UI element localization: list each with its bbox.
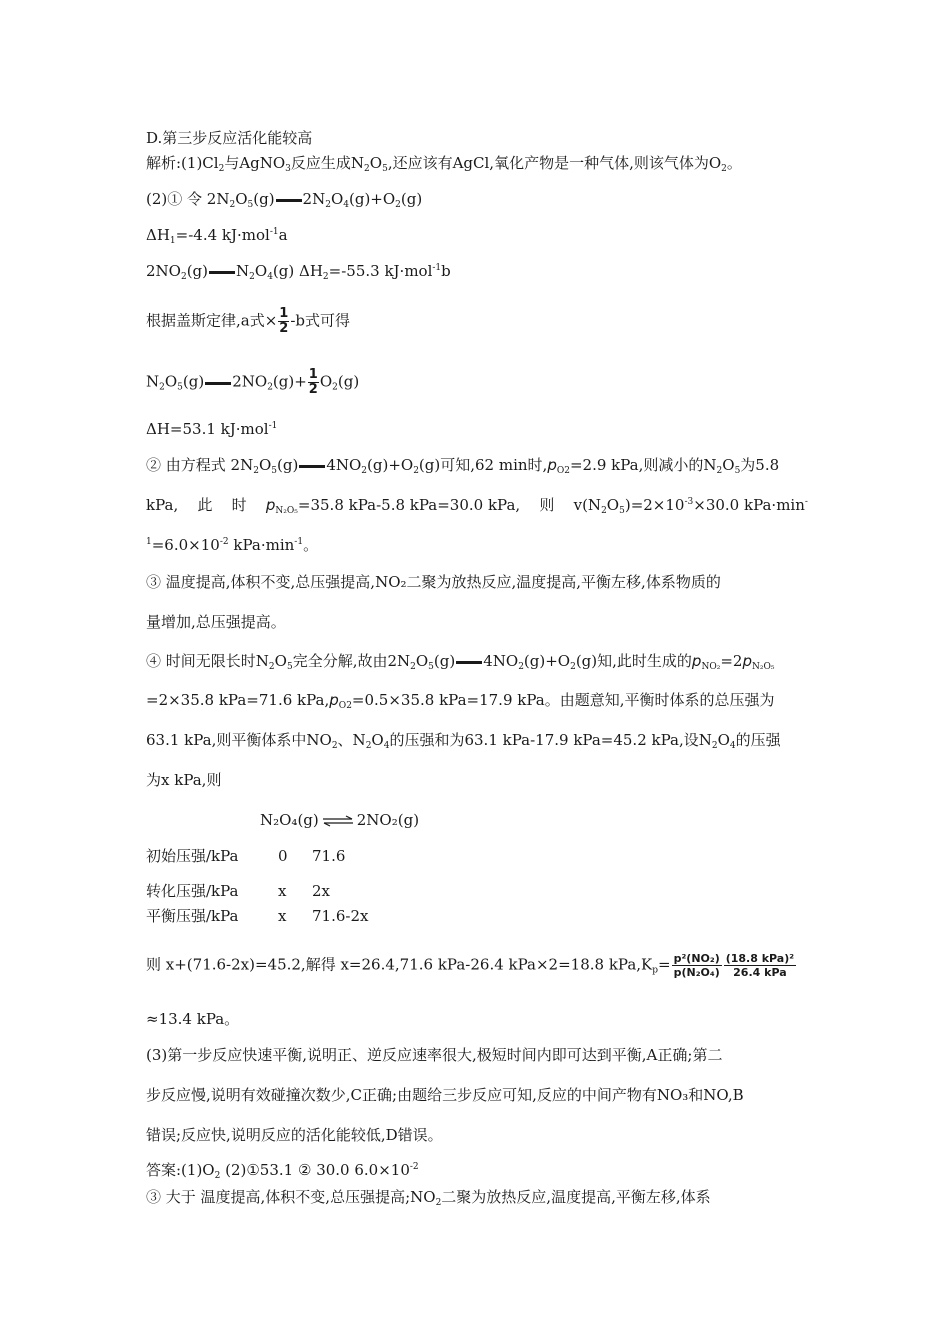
table-cell: 0 bbox=[278, 847, 288, 865]
part-2-line-1: ② 由方程式 $2N_2O_5(g)$ $4NO_2(g)+O_2(g)$可知,62 min时$,p_{O2}=2.9$ kPa,则减小的$N_2O_5$为5.8 bbox=[146, 456, 780, 476]
part-3-line-1: ③ 温度提高,体积不变,总压强提高,NO₂二聚为放热反应,温度提高,平衡左移,体系物质的 bbox=[146, 573, 721, 591]
part-2-line-2: kPa, 此 时 $p_{N_2O_5}=35.8$ kPa-5.8 kPa=30.0 kPa, 则 $v(N_2O_5)=2\times 10^{-3}\times 30.0$ kPa·min- bbox=[146, 496, 808, 516]
kp-result: ≈13.4 kPa。 bbox=[146, 1010, 240, 1028]
enthalpy-1: $\Delta H_1=-4.4$ kJ·mol$^{-1}$a bbox=[146, 226, 288, 246]
equilibrium-arrow-icon bbox=[322, 815, 354, 827]
table-row-label: 转化压强/kPa bbox=[146, 882, 239, 900]
answer-line-2: ③ 大于 温度提高,体积不变,总压强提高$;NO_2$二聚为放热反应,温度提高,平衡左移,体系 bbox=[146, 1188, 711, 1208]
equals-bar-icon bbox=[276, 199, 302, 202]
reaction-a: (2)① 令 $2N_2O_5(g)$ $2N_2O_4(g)+O_2(g)$ bbox=[146, 190, 423, 210]
part-4-line-4: 为x kPa,则 bbox=[146, 771, 222, 789]
part-3b-line-2: 步反应慢,说明有效碰撞次数少,C正确;由题给三步反应可知,反应的中间产物有NO₃和NO,B bbox=[146, 1086, 744, 1104]
part-3b-line-1: (3)第一步反应快速平衡,说明正、逆反应速率很大,极短时间内即可达到平衡,A正确;第二 bbox=[146, 1046, 723, 1064]
part-4-line-2: =2×35.8 kPa=71.6 $kPa,p_{O2}=0.5\times 35.8$ kPa=17.9 kPa。由题意知,平衡时体系的总压强为 bbox=[146, 691, 775, 711]
kp-fraction-left: $\frac{\text{p²(NO₂)}}{\text{p(N₂O₄)}}$ bbox=[673, 952, 720, 979]
table-row-label: 初始压强/kPa bbox=[146, 847, 239, 865]
table-cell: x bbox=[278, 907, 287, 925]
table-cell: 71.6 bbox=[312, 847, 346, 865]
half-fraction: $\frac{1}{2}$ bbox=[308, 367, 318, 397]
part-3-line-2: 量增加,总压强提高。 bbox=[146, 613, 286, 631]
equals-bar-icon bbox=[205, 382, 231, 385]
table-cell: 71.6-2x bbox=[312, 907, 369, 925]
reaction-combined: $N_2O_5(g)$ $2NO_2(g)+$ $\frac{1}{2}$ $O_2(g)$ bbox=[146, 367, 360, 397]
equilibrium-equation: N₂O₄(g) 2NO₂(g) bbox=[260, 811, 420, 829]
kp-fraction-right: $\frac{\text{(18.8 kPa)²}}{\text{26.4 kPa}}$ bbox=[725, 952, 795, 979]
part-3b-line-3: 错误;反应快,说明反应的活化能较低,D错误。 bbox=[146, 1126, 443, 1144]
part-4-line-1: ④ 时间无限长时$N_2O_5$完全分解,故由$2N_2O_5(g)$ $4NO_2(g)+O_2(g)$知,此时生成的$p_{NO_2}=2p_{N_2O_5}$ bbox=[146, 652, 775, 672]
kp-calculation: 则 x+(71.6-2x)=45.2,解得 x=26.4,71.6 kPa-26.4 kPa×2=18.8 $kPa,K_p=$ $\frac{\text{p²(NO₂)}}{\text{p(N₂O₄)}}$ $\frac{\text{(18.8 kPa)²}}{\text{26.4 kPa}}$ bbox=[146, 952, 795, 979]
table-cell: 2x bbox=[312, 882, 331, 900]
equals-bar-icon bbox=[299, 465, 325, 468]
hess-law-line: 根据盖斯定律,a式× $\frac{1}{2}$ -b式可得 bbox=[146, 306, 350, 336]
equals-bar-icon bbox=[456, 661, 482, 664]
table-row-label: 平衡压强/kPa bbox=[146, 907, 239, 925]
part-2-line-3: $^1=6.0\times 10^{-2}$ $kPa\cdot\min^{-1}$。 bbox=[146, 536, 319, 554]
table-cell: x bbox=[278, 882, 287, 900]
part-4-line-3: 63.1 kPa,则平衡体系中$NO_2$、$N_2O_4$的压强和为63.1 kPa-17.9 kPa=45.2 kPa,设$N_2O_4$的压强 bbox=[146, 731, 781, 751]
enthalpy-result: ΔH=53.1 kJ·mol$^{-1}$ bbox=[146, 420, 278, 438]
answer-line-1: 答案$:(1)O_2$ (2)①53.1 ② 30.0 $6.0\times 10^{-2}$ bbox=[146, 1161, 419, 1181]
half-fraction: $\frac{1}{2}$ bbox=[279, 306, 289, 336]
equals-bar-icon bbox=[209, 271, 235, 274]
option-d-text: D.第三步反应活化能较高 bbox=[146, 129, 313, 147]
analysis-part-1: 解析$:(1)Cl_2$与AgNO$_3$反应生成$N_2O_5$,还应该有AgCl,氧化产物是一种气体,则该气体为$O_2$。 bbox=[146, 154, 742, 174]
reaction-b: $2NO_2(g)$ $N_2O_4(g)$ $\Delta H_2=-55.3$ kJ·mol$^{-1}$b bbox=[146, 262, 451, 282]
